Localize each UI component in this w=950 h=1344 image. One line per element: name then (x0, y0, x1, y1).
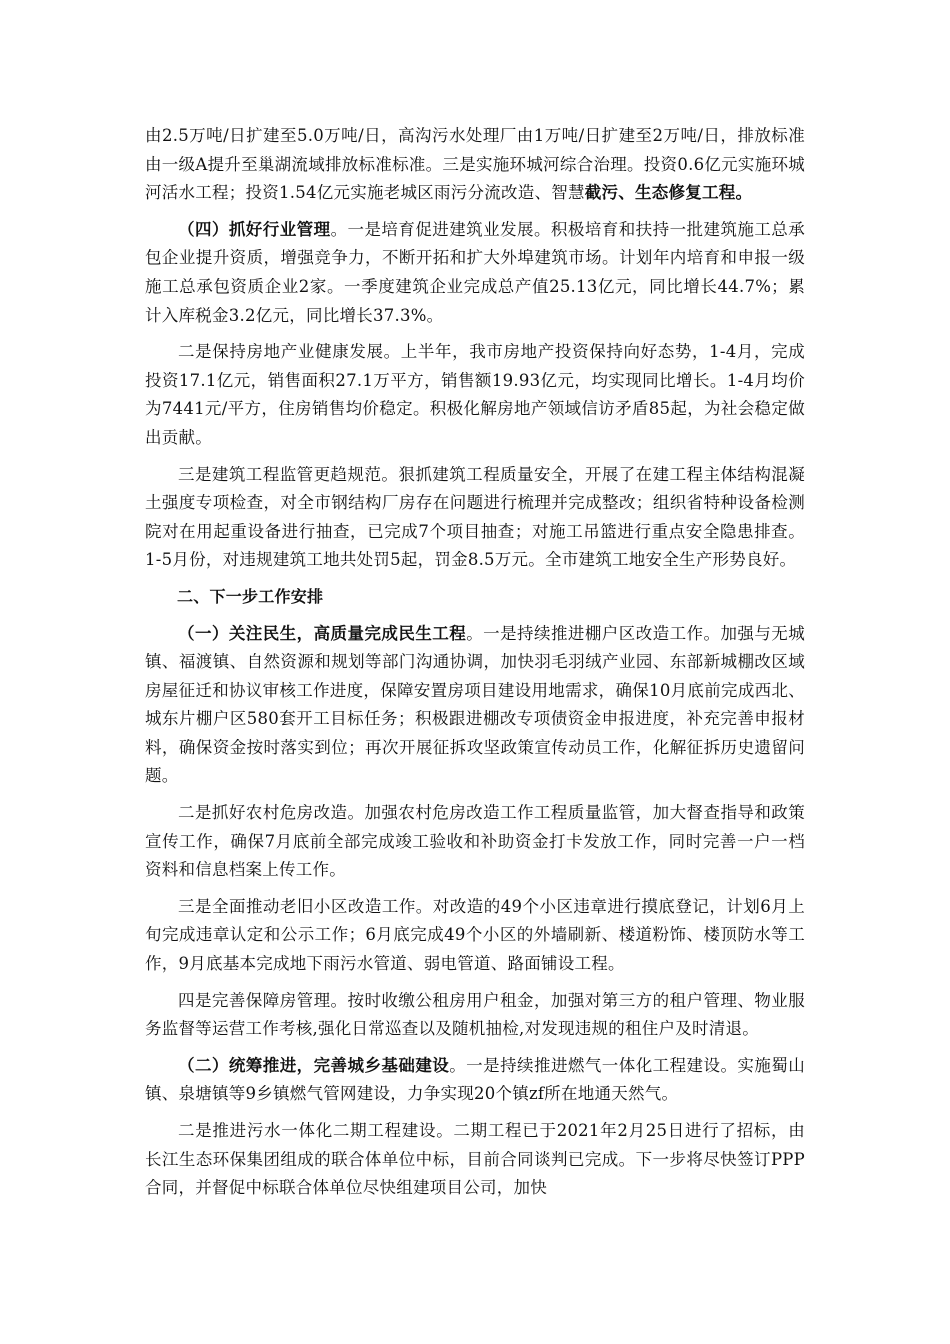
paragraph-text: 。一是持续推进棚户区改造工作。加强与无城镇、福渡镇、自然资源和规划等部门沟通协调，加快羽毛羽绒产业园、东部新城棚改区域房屋征迁和协议审核工作进度，保障安置房项目建设用地需求，确保10月底前完成西北、城东片棚户区580套开工目标任务；积极跟进棚改专项债资金申报进度，补充完善申报材料，确保资金按时落实到位；再次开展征拆攻坚政策宣传动员工作，化解征拆历史遗留问题。 (145, 623, 806, 786)
paragraph-livelihood (145, 620, 805, 792)
paragraph-text: 。一是培育促进建筑业发展。积极培育和扶持一批建筑施工总承包企业提升资质，增强竞争力，不断开拓和扩大外埠建筑市场。计划年内培育和申报一级施工总承包资质企业2家。一季度建筑企业完成总产值25.13亿元，同比增长44.7%；累计入库税金3.2亿元，同比增长37.3%。 (145, 219, 806, 325)
document-body (145, 122, 805, 1203)
paragraph-text: 由2.5万吨/日扩建至5.0万吨/日，高沟污水处理厂由1万吨/日扩建至2万吨/日，排放标准由一级A提升至巢湖流域排放标准标准。三是实施环城河综合治理。投资0.6亿元实施环城河活水工程；投资1.54亿元实施老城区雨污分流改造、智慧 (145, 126, 805, 203)
paragraph-affordable-housing: 四是完善保障房管理。按时收缴公租房用户租金，加强对第三方的租户管理、物业服务监督等运营工作考核,强化日常巡查以及随机抽检,对发现违规的租住户及时清退。 (145, 990, 805, 1039)
paragraph-bold-tail: 截污、生态修复工程。 (584, 183, 753, 203)
paragraph-construction-supervision: 三是建筑工程监管更趋规范。狠抓建筑工程质量安全，开展了在建工程主体结构混凝土强度专项检查，对全市钢结构厂房存在问题进行梳理并完成整改；组织省特种设备检测院对在用起重设备进行抽查，已完成7个项目抽查；对施工吊篮进行重点安全隐患排查。1-5月份，对违规建筑工地共处罚5起，罚金8.5万元。全市建筑工地安全生产形势良好。 (145, 464, 805, 570)
paragraph-text: 。一是持续推进燃气一体化工程建设。实施蜀山镇、泉塘镇等9乡镇燃气管网建设，力争实现20个镇zf所在地通天然气。 (145, 1055, 806, 1104)
paragraph-infrastructure (145, 1052, 805, 1109)
paragraph-old-communities: 三是全面推动老旧小区改造工作。对改造的49个小区违章进行摸底登记，计划6月上旬完成违章认定和公示工作；6月底完成49个小区的外墙刷新、楼道粉饰、楼顶防水等工作，9月底基本完成地下雨污水管道、弱电管道、路面铺设工程。 (145, 896, 805, 974)
paragraph-water-treatment (145, 122, 805, 208)
section-lead-2: （二）统筹推进，完善城乡基础建设 (178, 1055, 450, 1075)
section-heading-next-steps: 二、下一步工作安排 (177, 586, 324, 606)
paragraph-rural-housing: 二是抓好农村危房改造。加强农村危房改造工作工程质量监管，加大督查指导和政策宣传工作，确保7月底前全部完成竣工验收和补助资金打卡发放工作，同时完善一户一档资料和信息档案上传工作。 (145, 803, 805, 880)
section-lead-1: （一）关注民生，高质量完成民生工程 (178, 623, 467, 643)
paragraph-sewage-phase-two: 二是推进污水一体化二期工程建设。二期工程已于2021年2月25日进行了招标，由长江生态环保集团组成的联合体单位中标，目前合同谈判已完成。下一步将尽快签订PPP合同，并督促中标联合体单位尽快组建项目公司，加快 (145, 1121, 805, 1198)
paragraph-real-estate: 二是保持房地产业健康发展。上半年，我市房地产投资保持向好态势，1-4月，完成投资17.1亿元，销售面积27.1万平方，销售额19.93亿元，均实现同比增长。1-4月均价为7441元/平方，住房销售均价稳定。积极化解房地产领域信访矛盾85起，为社会稳定做出贡献。 (145, 342, 805, 447)
section-lead-4: （四）抓好行业管理 (178, 219, 331, 239)
paragraph-industry-management (145, 216, 805, 330)
